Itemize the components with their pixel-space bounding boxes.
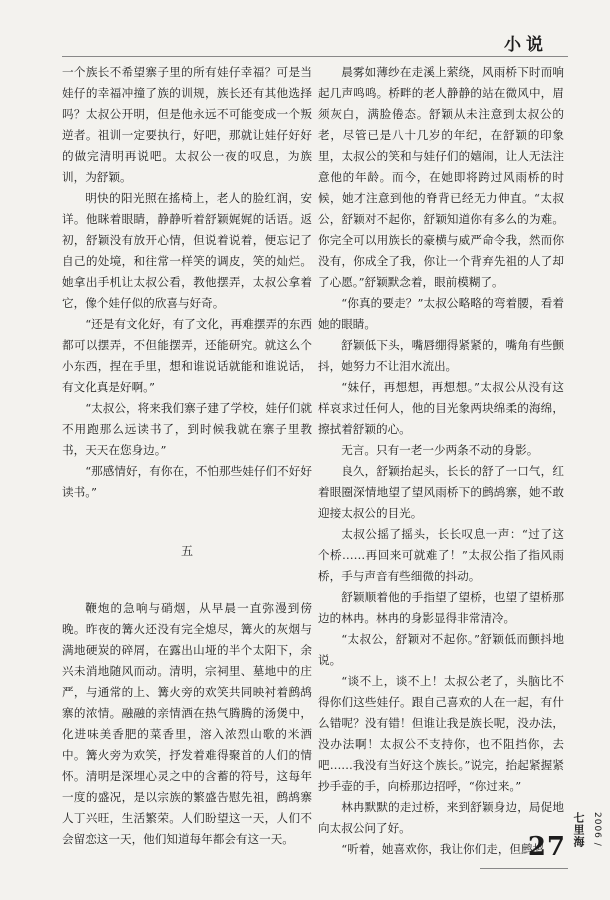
paragraph: 晨雾如薄纱在走溪上萦绕，风雨桥下时而响起几声鸣鸣。桥畔的老人静静的站在微风中，眉须灰白，满脸倦态。舒颖从未注意到太叔公的老，尽管已是八十几岁的年纪，在舒颖的印象里，太叔公的笑和与娃仔们的嬉闹，让人无法注意他的年龄。而今，在她即将跨过风雨桥的时候，她才注意到他的脊背已经无力伸直。“太叔公，舒颖对不起你，舒颖知道你有多么的为难。你完全可以用族长的豪横与威严命令我，然而你没有，你成全了我，你让一个背弃先祖的人了却了心愿。”舒颖默念着，眼前模糊了。 <box>318 65 564 289</box>
paragraph: 一个族长不希望寨子里的所有娃仔幸福？可是当娃仔的幸福冲撞了族的训规，族长还有其他选择吗？太叔公开明，但是他永远不可能变成一个叛逆者。祖训一定要执行，好吧，那就让娃仔好好的做完清明再说吧。太叔公一夜的叹息，为族训，为舒颖。 <box>62 65 312 184</box>
magazine-name: 七里海 <box>572 812 585 848</box>
paragraph: “你真的要走？”太叔公略略的弯着腰，看着她的眼睛。 <box>318 296 564 331</box>
paragraph: 太叔公摇了摇头，长长叹息一声：“过了这个桥……再回来可就难了！”太叔公指了指风雨桥，手与声音有些细微的抖动。 <box>318 527 564 583</box>
paragraph: 无言。只有一老一少两条不动的身影。 <box>341 443 539 457</box>
paragraph: “太叔公，舒颖对不起你。”舒颖低而颤抖地说。 <box>318 632 564 667</box>
paragraph: 舒颖低下头，嘴唇绷得紧紧的，嘴角有些颤抖，她努力不让泪水流出。 <box>318 338 564 373</box>
issue-label: 2006 / <box>592 812 602 847</box>
paragraph: “那感情好，有你在，不怕那些娃仔们不好好读书。” <box>62 464 312 499</box>
right-column <box>318 62 564 860</box>
footer-rule <box>480 868 568 869</box>
paragraph: “妹仔，再想想，再想想。”太叔公从没有这样哀求过任何人，他的目光象两块绵柔的海绵，擦拭着舒颖的心。 <box>318 380 564 436</box>
section-label: 小说 <box>504 35 548 55</box>
page-number: 27 <box>527 832 566 862</box>
paragraph: 明快的阳光照在搖椅上，老人的脸红润，安详。他眯着眼睛，静静听着舒颖娓娓的话语。返初，舒颖没有放开心情，但说着说着，便忘记了自己的处境，和往常一样笑的调皮，笑的灿烂。她拿出手机让太叔公看，教他摆弄，太叔公拿着它，像个娃仔似的欣喜与好奇。 <box>62 191 312 310</box>
paragraph: 林冉默默的走过桥，来到舒颖身边，局促地向太叔公问了好。 <box>318 800 564 835</box>
paragraph: “还是有文化好，有了文化，再难摆弄的东西都可以摆弄，不但能摆弄，还能研究。就这么个小东西，捏在手里，想和谁说话就能和谁说话，有文化真是好啊。” <box>62 317 312 394</box>
paragraph: 舒颖顺着他的手指望了望桥，也望了望桥那边的林冉。林冉的身影显得非常清冷。 <box>318 590 564 625</box>
paragraph: 良久，舒颖抬起头，长长的舒了一口气，红着眼圈深情地望了望风雨桥下的鹧鸪寨，她不敢迎接太叔公的目光。 <box>318 464 564 520</box>
section-numeral: 五 <box>180 544 193 558</box>
paragraph: “太叔公，将来我们寨子建了学校，娃仔们就不用跑那么远读书了，到时候我就在寨子里教书，天天在您身边。” <box>62 401 312 457</box>
left-column <box>62 62 312 850</box>
paragraph: “听着，她喜欢你，我让你们走，但鹧鸪 <box>341 842 545 856</box>
paragraph: 鞭炮的急响与硝烟，从早晨一直弥漫到傍晚。昨夜的篝火还没有完全熄尽，篝火的灰烟与满地硬炭的碎屑，在露出山垭的半个太阳下，余兴未消地随风而动。清明，宗祠里、墓地中的庄严，与通常的上、篝火旁的欢笑共同映衬着鹧鸪寨的浓情。融融的亲情酒在热气腾腾的汤煲中，化进味美香肥的菜香里，溶入浓烈山歌的米酒中。篝火旁为欢笑，抒发着难得聚首的人们的情怀。清明是深埋心灵之中的含蓄的符号，这每年一度的盛况，是以宗族的繁盛告慰先祖，鹧鸪寨人丁兴旺，生活繁荣。人们盼望这一天，人们不会留恋这一天，他们知道每年都会有这一天。 <box>62 601 312 846</box>
paragraph: “谈不上，谈不上！太叔公老了，头脑比不得你们这些娃仔。跟自己喜欢的人在一起，有什么错呢？没有错！但谁让我是族长呢，没办法，没办法啊！太叔公不支持你，也不阻挡你，去吧……我没有当好这个族长。”说完，抬起紧握紧抄手壶的手，向桥那边招呼，“你过来。” <box>318 674 564 793</box>
header-rule <box>62 56 568 57</box>
